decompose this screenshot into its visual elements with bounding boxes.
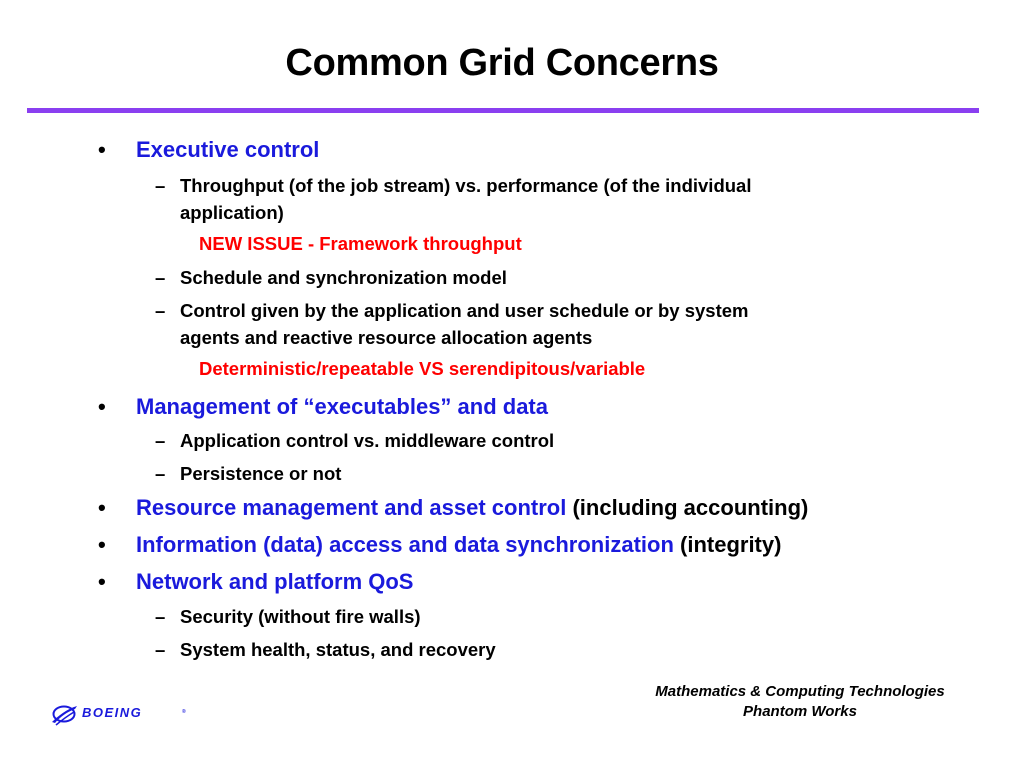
- sub-item-line: agents and reactive resource allocation agents: [180, 327, 593, 348]
- sub-item-line: application): [180, 202, 284, 223]
- sub-item-line: Application control vs. middleware control: [180, 430, 555, 451]
- sub-item-line: Control given by the application and user schedule or by system: [180, 300, 749, 321]
- svg-text:®: ®: [182, 709, 186, 715]
- sub-mark: –: [155, 175, 166, 196]
- sub-item-line: System health, status, and recovery: [180, 639, 496, 660]
- sub-item-line: Schedule and synchronization model: [180, 267, 507, 288]
- bullet-heading: Resource management and asset control: [136, 495, 567, 520]
- bullet-mark: •: [98, 137, 106, 162]
- footer-caption: [600, 682, 1000, 722]
- bullet-mark: •: [98, 394, 106, 419]
- footer-line-1: Mathematics & Computing Technologies: [655, 683, 945, 700]
- sub-mark: –: [155, 430, 166, 451]
- sub-item-line: Persistence or not: [180, 463, 342, 484]
- footer-line-2: Phantom Works: [743, 703, 857, 720]
- bullet-heading: Network and platform QoS: [136, 569, 414, 594]
- boeing-logo-icon: [50, 699, 190, 729]
- sub-mark: –: [155, 300, 166, 321]
- sub-mark: –: [155, 639, 166, 660]
- bullet-heading: Executive control: [136, 137, 320, 162]
- bullet-heading: Management of “executables” and data: [136, 394, 548, 419]
- note-new-issue: NEW ISSUE - Framework throughput: [199, 233, 522, 254]
- bullet-heading: Information (data) access and data synchronization: [136, 532, 674, 557]
- bullet-suffix: (integrity): [673, 532, 782, 557]
- slide-title: Common Grid Concerns: [285, 42, 719, 84]
- note-deterministic: Deterministic/repeatable VS serendipitous/variable: [199, 358, 646, 379]
- logo-wordmark: BOEING: [82, 705, 143, 720]
- bullet-mark: •: [98, 569, 106, 594]
- bullet-suffix: (including accounting): [566, 495, 809, 520]
- title-divider: [27, 108, 979, 113]
- sub-item-line: Security (without fire walls): [180, 606, 421, 627]
- bullet-mark: •: [98, 495, 106, 520]
- sub-mark: –: [155, 267, 166, 288]
- sub-mark: –: [155, 463, 166, 484]
- bullet-mark: •: [98, 532, 106, 557]
- sub-item-line: Throughput (of the job stream) vs. performance (of the individual: [180, 175, 752, 196]
- sub-mark: –: [155, 606, 166, 627]
